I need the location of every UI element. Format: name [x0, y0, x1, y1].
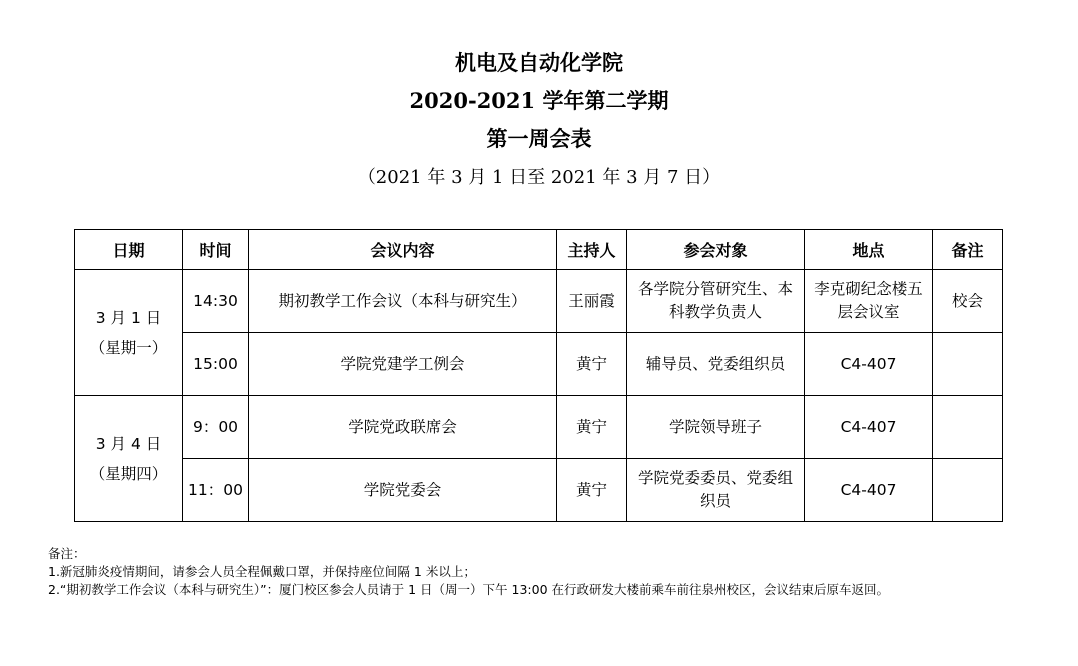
header-content: 会议内容	[249, 230, 557, 270]
note-item: 2.“期初教学工作会议（本科与研究生）”：厦门校区参会人员请于 1 日（周一）下午 13:00 在行政研发大楼前乘车前往泉州校区，会议结束后原车返回。	[48, 582, 890, 597]
location-cell: 李克砌纪念楼五层会议室	[805, 270, 933, 333]
attendees-cell: 学院党委委员、党委组织员	[627, 459, 805, 522]
semester-title: 2020-2021 学年第二学期	[409, 88, 669, 113]
time-cell: 9：00	[183, 396, 249, 459]
location-cell: C4-407	[805, 459, 933, 522]
header-attendees: 参会对象	[627, 230, 805, 270]
attendees-cell: 学院领导班子	[627, 396, 805, 459]
date-cell	[75, 396, 183, 522]
note-cell	[933, 396, 1003, 459]
time-cell: 14:30	[183, 270, 249, 333]
page-header	[0, 44, 1078, 198]
weekday-text: （星期一）	[89, 338, 168, 357]
schedule-title: 第一周会表	[486, 126, 592, 151]
attendees-cell: 辅导员、党委组织员	[627, 333, 805, 396]
table-row	[75, 333, 1003, 396]
note-item: 1.新冠肺炎疫情期间，请参会人员全程佩戴口罩，并保持座位间隔 1 米以上；	[48, 564, 476, 579]
host-cell: 王丽霞	[557, 270, 627, 333]
note-cell	[933, 459, 1003, 522]
date-text: 3 月 4 日	[95, 434, 162, 453]
table-row	[75, 270, 1003, 333]
note-cell: 校会	[933, 270, 1003, 333]
location-cell: C4-407	[805, 333, 933, 396]
notes-section	[48, 545, 1058, 599]
table-row	[75, 396, 1003, 459]
date-range: （2021 年 3 月 1 日至 2021 年 3 月 7 日）	[357, 167, 721, 188]
content-cell: 期初教学工作会议（本科与研究生）	[249, 270, 557, 333]
date-text: 3 月 1 日	[95, 308, 162, 327]
table-header-row	[75, 230, 1003, 270]
host-cell: 黄宁	[557, 333, 627, 396]
header-date: 日期	[75, 230, 183, 270]
header-note: 备注	[933, 230, 1003, 270]
content-cell: 学院党建学工例会	[249, 333, 557, 396]
header-time: 时间	[183, 230, 249, 270]
header-location: 地点	[805, 230, 933, 270]
host-cell: 黄宁	[557, 396, 627, 459]
date-cell	[75, 270, 183, 396]
attendees-cell: 各学院分管研究生、本科教学负责人	[627, 270, 805, 333]
content-cell: 学院党政联席会	[249, 396, 557, 459]
note-cell	[933, 333, 1003, 396]
time-cell: 15:00	[183, 333, 249, 396]
table-row	[75, 459, 1003, 522]
meeting-schedule-table	[74, 229, 1003, 522]
header-host: 主持人	[557, 230, 627, 270]
weekday-text: （星期四）	[89, 464, 168, 483]
time-cell: 11：00	[183, 459, 249, 522]
location-cell: C4-407	[805, 396, 933, 459]
host-cell: 黄宁	[557, 459, 627, 522]
college-title: 机电及自动化学院	[455, 50, 623, 75]
content-cell: 学院党委会	[249, 459, 557, 522]
notes-heading: 备注：	[48, 546, 86, 561]
